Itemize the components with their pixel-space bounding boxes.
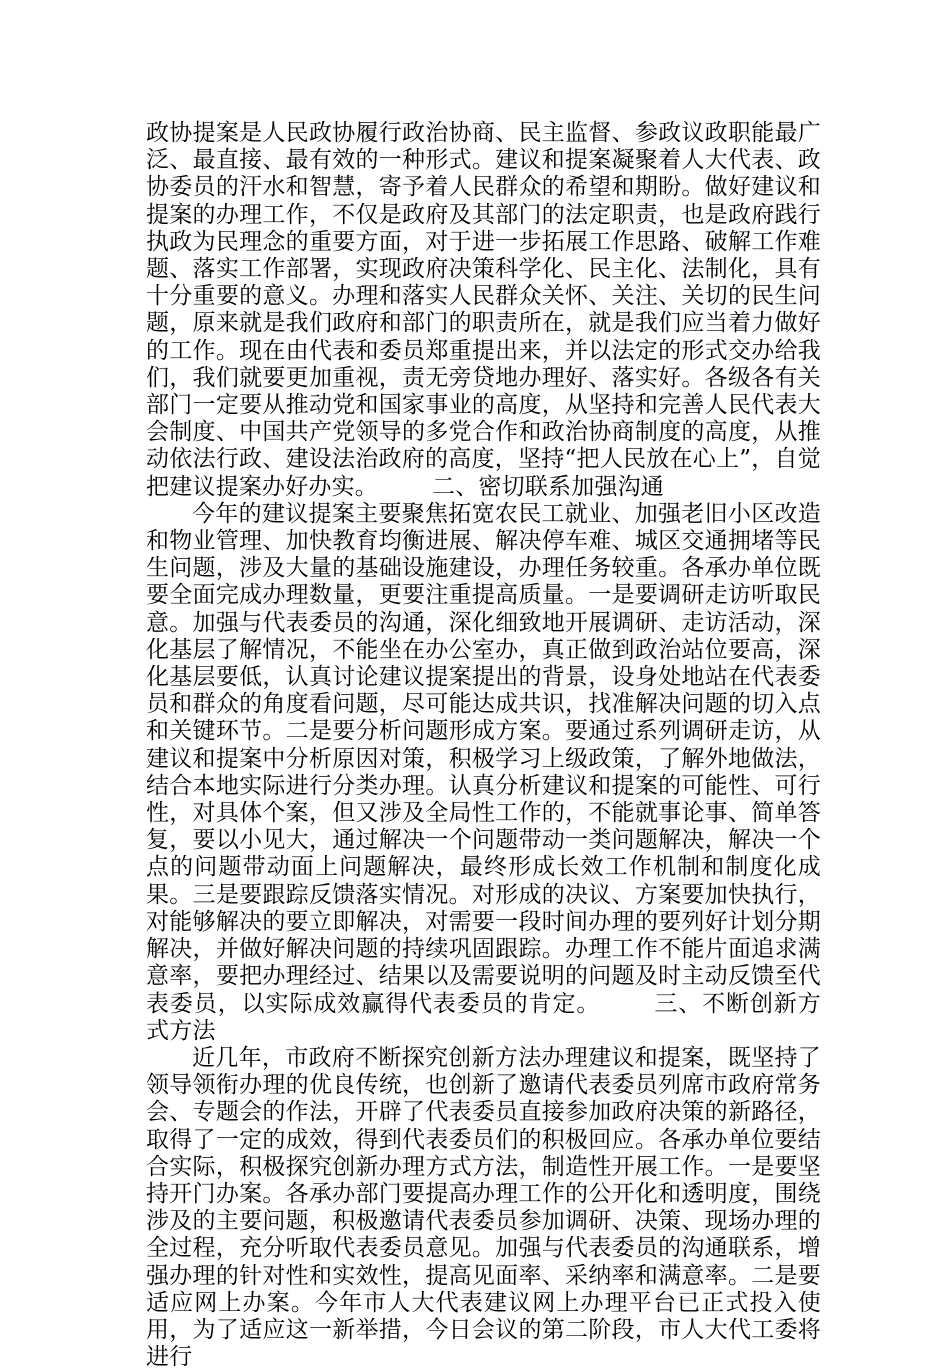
section-heading-3: 三、不断创新方式方法	[146, 990, 821, 1044]
paragraph-1	[146, 120, 821, 501]
section-heading-2: 二、密切联系加强沟通	[432, 473, 664, 500]
paragraph-2-text: 今年的建议提案主要聚焦拓宽农民工就业、加强老旧小区改造和物业管理、加快教育均衡进展、解决停车难、城区交通拥堵等民生问题，涉及大量的基础设施建设，办理任务较重。各承办单位既要全面完成办理数量，更要注重提高质量。一是要调研走访听取民意。加强与代表委员的沟通，深化细致地开展调研、走访活动，深化基层了解情况，不能坐在办公室办，真正做到政治站位要高，深化基层要低，认真讨论建议提案提出的背景，设身处地站在代表委员和群众的角度看问题，尽可能达成共识，找准解决问题的切入点和关键环节。二是要分析问题形成方案。要通过系列调研走访，从建议和提案中分析原因对策，积极学习上级政策，了解外地做法，结合本地实际进行分类办理。认真分析建议和提案的可能性、可行性，对具体个案，但又涉及全局性工作的，不能就事论事、简单答复，要以小见大，通过解决一个问题带动一类问题解决，解决一个点的问题带动面上问题解决，最终形成长效工作机制和制度化成果。三是要跟踪反馈落实情况。对形成的决议、方案要加快执行，对能够解决的要立即解决，对需要一段时间办理的要列好计划分期解决，并做好解决问题的持续巩固跟踪。办理工作不能片面追求满意率，要把办理经过、结果以及需要说明的问题及时主动反馈至代表委员，以实际成效赢得代表委员的肯定。	[146, 500, 821, 1017]
paragraph-2	[146, 501, 821, 1045]
paragraph-1-text: 政协提案是人民政协履行政治协商、民主监督、参政议政职能最广泛、最直接、最有效的一种形式。建议和提案凝聚着人大代表、政协委员的汗水和智慧，寄予着人民群众的希望和期盼。做好建议和提案的办理工作，不仅是政府及其部门的法定职责，也是政府践行执政为民理念的重要方面，对于进一步拓展工作思路、破解工作难题、落实工作部署，实现政府决策科学化、民主化、法制化，具有十分重要的意义。办理和落实人民群众关怀、关注、关切的民生问题，原来就是我们政府和部门的职责所在，就是我们应当着力做好的工作。现在由代表和委员郑重提出来，并以法定的形式交办给我们，我们就要更加重视，责无旁贷地办理好、落实好。各级各有关部门一定要从推动党和国家事业的高度，从坚持和完善人民代表大会制度、中国共产党领导的多党合作和政治协商制度的高度，从推动依法行政、建设法治政府的高度，坚持“把人民放在心上”，自觉把建议提案办好办实。	[146, 120, 821, 500]
paragraph-3-text: 近几年，市政府不断探究创新方法办理建议和提案，既坚持了领导领衔办理的优良传统，也创新了邀请代表委员列席市政府常务会、专题会的作法，开辟了代表委员直接参加政府决策的新路径，取得了一定的成效，得到代表委员们的积极回应。各承办单位要结合实际，积极探究创新办理方式方法，制造性开展工作。一是要坚持开门办案。各承办部门要提高办理工作的公开化和透明度，围绕涉及的主要问题，积极邀请代表委员参加调研、决策、现场办理的全过程，充分听取代表委员意见。加强与代表委员的沟通联系，增强办理的针对性和实效性，提高见面率、采纳率和满意率。二是要适应网上办案。今年市人大代表建议网上办理平台已正式投入使用，为了适应这一新举措，今日会议的第二阶段，市人大代工委将进行	[146, 1044, 821, 1371]
document-body	[146, 120, 821, 1371]
paragraph-3	[146, 1045, 821, 1371]
